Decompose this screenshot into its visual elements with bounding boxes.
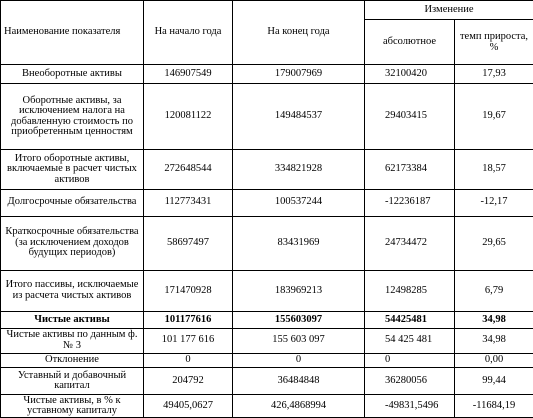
row-name-cell: Внеоборотные активы [1, 65, 144, 84]
row-start-value: 171470928 [144, 270, 233, 311]
row-absolute-change: 12498285 [365, 270, 455, 311]
header-end: На конец года [233, 1, 365, 65]
row-name-cell: Чистые активы [1, 312, 144, 329]
row-growth-rate: 17,93 [455, 65, 533, 84]
row-growth-rate: 34,98 [455, 328, 533, 353]
row-absolute-change: 24734472 [365, 216, 455, 270]
header-name: Наименование показателя [1, 1, 144, 65]
row-name-cell: Итого оборотные активы, включаемые в расчет чистых активов [1, 150, 144, 189]
row-absolute-change: 29403415 [365, 83, 455, 149]
table-row [1, 353, 533, 368]
row-end-value: 155603097 [233, 312, 365, 329]
row-absolute-change: 0 [365, 353, 455, 368]
row-growth-rate: 18,57 [455, 150, 533, 189]
row-growth-rate: 34,98 [455, 312, 533, 329]
row-growth-rate: 6,79 [455, 270, 533, 311]
row-end-value: 179007969 [233, 65, 365, 84]
row-end-value: 155 603 097 [233, 328, 365, 353]
row-start-value: 49405,0627 [144, 395, 233, 418]
table-row [1, 368, 533, 395]
table-row [1, 312, 533, 329]
row-absolute-change: 54 425 481 [365, 328, 455, 353]
table-row [1, 395, 533, 418]
row-absolute-change: 36280056 [365, 368, 455, 395]
row-end-value: 426,4868994 [233, 395, 365, 418]
table-row [1, 65, 533, 84]
table-row [1, 83, 533, 149]
row-absolute-change: -12236187 [365, 189, 455, 216]
row-start-value: 0 [144, 353, 233, 368]
row-name-cell: Чистые активы по данным ф. № 3 [1, 328, 144, 353]
row-absolute-change: -49831,5496 [365, 395, 455, 418]
table-row [1, 189, 533, 216]
row-start-value: 204792 [144, 368, 233, 395]
row-name-cell: Отклонение [1, 353, 144, 368]
row-absolute-change: 54425481 [365, 312, 455, 329]
row-start-value: 120081122 [144, 83, 233, 149]
row-growth-rate: 99,44 [455, 368, 533, 395]
row-name-cell: Долгосрочные обязательства [1, 189, 144, 216]
row-start-value: 101 177 616 [144, 328, 233, 353]
row-absolute-change: 32100420 [365, 65, 455, 84]
header-start: На начало года [144, 1, 233, 65]
row-growth-rate: 29,65 [455, 216, 533, 270]
row-growth-rate: 0,00 [455, 353, 533, 368]
header-absolute: абсолютное [365, 19, 455, 65]
row-end-value: 36484848 [233, 368, 365, 395]
row-name-cell: Уставный и добавочный капитал [1, 368, 144, 395]
row-absolute-change: 62173384 [365, 150, 455, 189]
table-row [1, 150, 533, 189]
table-row [1, 270, 533, 311]
row-end-value: 183969213 [233, 270, 365, 311]
row-name-cell: Чистые активы, в % к уставному капиталу [1, 395, 144, 418]
row-start-value: 146907549 [144, 65, 233, 84]
table-row [1, 328, 533, 353]
row-start-value: 101177616 [144, 312, 233, 329]
row-growth-rate: -11684,19 [455, 395, 533, 418]
header-change: Изменение [365, 1, 533, 20]
row-name-cell: Краткосрочные обязательства (за исключением доходов будущих периодов) [1, 216, 144, 270]
row-end-value: 83431969 [233, 216, 365, 270]
row-start-value: 112773431 [144, 189, 233, 216]
row-start-value: 58697497 [144, 216, 233, 270]
row-start-value: 272648544 [144, 150, 233, 189]
row-growth-rate: -12,17 [455, 189, 533, 216]
row-name-cell: Оборотные активы, за исключением налога на добавленную стоимость по приобретенным ценностям [1, 83, 144, 149]
row-end-value: 0 [233, 353, 365, 368]
table-row [1, 216, 533, 270]
header-rate: темп прироста, % [455, 19, 533, 65]
row-end-value: 334821928 [233, 150, 365, 189]
header-row-1 [1, 1, 533, 20]
row-end-value: 149484537 [233, 83, 365, 149]
row-name-cell: Итого пассивы, исключаемые из расчета чистых активов [1, 270, 144, 311]
row-end-value: 100537244 [233, 189, 365, 216]
row-growth-rate: 19,67 [455, 83, 533, 149]
